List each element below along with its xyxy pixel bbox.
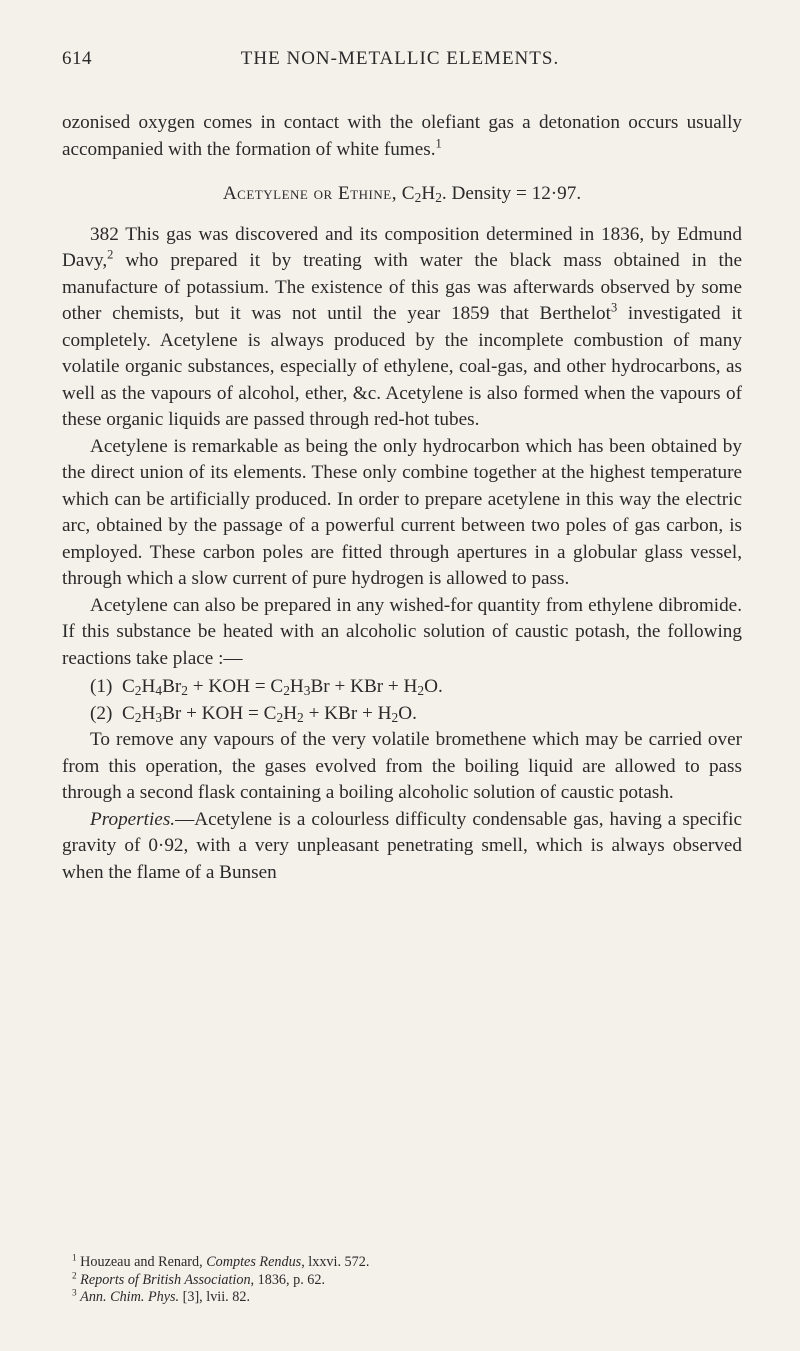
footnotes bbox=[62, 1254, 742, 1307]
footnote-ref: 1 bbox=[435, 136, 442, 151]
properties-label: Properties. bbox=[90, 808, 176, 830]
paragraph-direct-union: Acetylene is remarkable as being the only hydrocarbon which has been obtained by the direct union of its elements. These only combine together at the highest temperature which can be artificially produced. In order to prepare acetylene in this way the electric arc, obtained by the passage of a powerful current between two poles of gas carbon, is employed. These carbon poles are fitted through apertures in a globular glass vessel, through which a slow current of pure hydrogen is allowed to pass. bbox=[62, 435, 742, 589]
equation-2: (2) $C_2H_3Br$ + KOH = $C_2H_2$ + KBr + $H_2O$. bbox=[90, 702, 417, 725]
running-title: THE NON-METALLIC ELEMENTS. bbox=[240, 48, 560, 69]
footnote-1: $^1$ Houzeau and Renard, Comptes Rendus, lxxvi. 572. bbox=[72, 1252, 370, 1270]
running-header bbox=[62, 48, 738, 78]
section-number: 382 bbox=[90, 223, 119, 245]
heading-name: Acetylene or Ethine, bbox=[222, 183, 397, 204]
footnote-2: $^2$ Reports of British Association, 1836, p. 62. bbox=[72, 1269, 326, 1288]
footnote-ref: 3 bbox=[610, 300, 618, 315]
paragraph-remove-vapours: To remove any vapours of the very volatile bromethene which may be carried over from this operation, the gases evolved from the boiling liquid are allowed to pass through a second flask containing a boiling alcoholic solution of caustic potash. bbox=[62, 729, 742, 803]
paragraph-382: 382 This gas was discovered and its composition determined in 1836, by Edmund Davy,$^2$ who prepared it by treating with water the black mass obtained in the manufacture of potassium. The existence of this gas was afterwards observed by some other chemists, but it was not until the year 1859 that Berthelot$^3$ investigated it completely. Acetylene is always produced by the incomplete combustion of many volatile organic substances, especially of ethylene, coal-gas, and other hydrocarbons, as well as the vapours of alcohol, ether, &c. Acetylene is also formed when the vapours of these organic liquids are passed through red-hot tubes. bbox=[62, 223, 742, 430]
page-number: 614 bbox=[62, 48, 92, 69]
footnote-3: $^3$ Ann. Chim. Phys. [3], lvii. 82. bbox=[72, 1287, 251, 1305]
heading-density: . Density = 12·97. bbox=[441, 183, 582, 204]
paragraph-dibromide: Acetylene can also be prepared in any wished-for quantity from ethylene dibromide. If this substance be heated with an alcoholic solution of caustic potash, the following reactions take place :— bbox=[62, 594, 742, 669]
paragraph-properties: Properties.—Acetylene is a colourless difficulty condensable gas, having a specific gravity of 0·92, with a very unpleasant penetrating smell, which is always observed when the flame of a Bunsen bbox=[62, 808, 742, 883]
paragraph-continued: ozonised oxygen comes in contact with the olefiant gas a detonation occurs usually accompanied with the formation of white fumes.$^1$ bbox=[62, 112, 742, 160]
page-body bbox=[62, 110, 742, 886]
footnote-ref: 2 bbox=[107, 247, 114, 262]
section-heading bbox=[62, 181, 742, 208]
equation-1: (1) $C_2H_4Br_2$ + KOH = $C_2H_3Br$ + KBr + $H_2O$. bbox=[90, 676, 443, 698]
heading-formula: $C_2H_2$ bbox=[401, 183, 442, 205]
